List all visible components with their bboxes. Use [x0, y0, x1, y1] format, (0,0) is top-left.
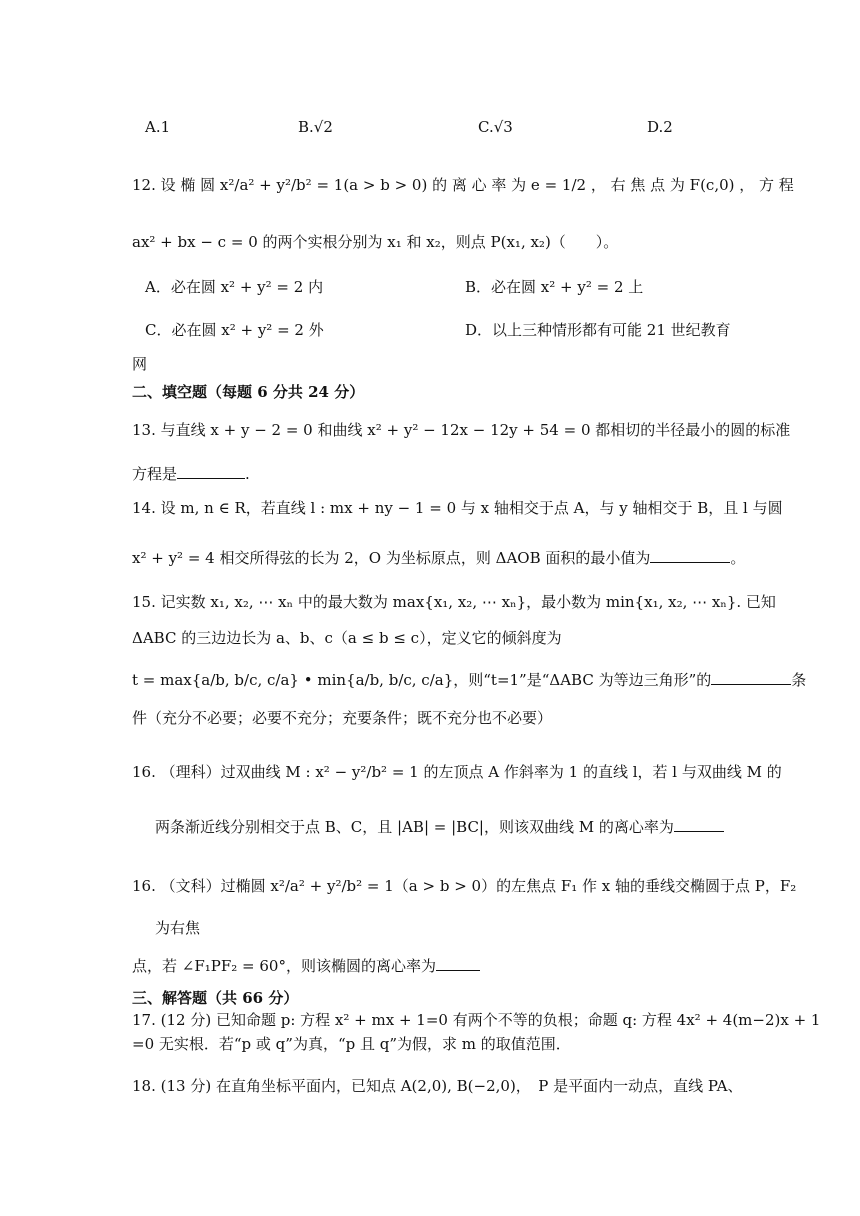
q12-line-1: 12. 设 椭 圆 x²/a² + y²/b² = 1(a > b > 0) 的 离 心 率 为 e = 1/2 ， 右 焦 点 为 F(c,0) ， 方 程: [132, 176, 794, 194]
q18-line-1: 18. (13 分) 在直角坐标平面内，已知点 A(2,0), B(−2,0)， P 是平面内一动点，直线 PA、: [132, 1077, 743, 1095]
q13-stem: 方程是: [132, 465, 178, 483]
q12-option-c: C．必在圆 x² + y² = 2 外: [145, 321, 324, 339]
q17-line-1: 17. (12 分) 已知命题 p: 方程 x² + mx + 1=0 有两个不等的负根；命题 q: 方程 4x² + 4(m−2)x + 1: [132, 1011, 821, 1029]
q15-line-2: ΔABC 的三边边长为 a、b、c（a ≤ b ≤ c），定义它的倾斜度为: [132, 629, 562, 647]
q16-arts-line-1: 16. （文科）过椭圆 x²/a² + y²/b² = 1（a > b > 0）的左焦点 F₁ 作 x 轴的垂线交椭圆于点 P，F₂: [132, 877, 797, 895]
q12-option-d: D．以上三种情形都有可能 21 世纪教育: [465, 321, 731, 339]
q13-answer-blank[interactable]: [177, 462, 245, 479]
section-heading-solutions: 三、解答题（共 66 分）: [132, 989, 299, 1007]
q16-arts-line-2: 为右焦: [155, 919, 201, 937]
q15-answer-blank[interactable]: [711, 668, 791, 685]
q14-end-mark: 。: [730, 549, 746, 567]
q15-line-4: 件（充分不必要；必要不充分；充要条件；既不充分也不必要）: [132, 709, 553, 727]
q15-line-3: [132, 668, 806, 690]
q12-option-d-continued: 网: [132, 355, 148, 373]
q12-option-a: A．必在圆 x² + y² = 2 内: [145, 278, 324, 296]
q11-option-a: A.1: [145, 118, 171, 136]
q11-option-c: C.√3: [478, 118, 513, 136]
q11-option-b: B.√2: [298, 118, 333, 136]
q15-stem: t = max{a/b, b/c, c/a} • min{a/b, b/c, c/a}，则“t=1”是“ΔABC 为等边三角形”的: [132, 671, 712, 689]
q14-line-2: [132, 546, 745, 568]
q16-science-stem: 两条渐近线分别相交于点 B、C，且 |AB| = |BC|，则该双曲线 M 的离心率为: [155, 818, 674, 836]
q11-option-d: D.2: [647, 118, 673, 136]
q17-line-2: =0 无实根．若“p 或 q”为真，“p 且 q”为假，求 m 的取值范围．: [132, 1035, 571, 1053]
q16-arts-line-3: [132, 954, 480, 976]
q14-stem: x² + y² = 4 相交所得弦的长为 2，O 为坐标原点，则 ΔAOB 面积的最小值为: [132, 549, 651, 567]
section-heading-fill-in: 二、填空题（每题 6 分共 24 分）: [132, 383, 365, 401]
q13-line-1: 13. 与直线 x + y − 2 = 0 和曲线 x² + y² − 12x − 12y + 54 = 0 都相切的半径最小的圆的标准: [132, 421, 791, 439]
q16-science-answer-blank[interactable]: [674, 815, 724, 832]
q15-end-mark: 条: [791, 671, 807, 689]
q15-line-1: 15. 记实数 x₁, x₂, ⋯ xₙ 中的最大数为 max{x₁, x₂, ⋯ xₙ}，最小数为 min{x₁, x₂, ⋯ xₙ}. 已知: [132, 593, 776, 611]
q14-line-1: 14. 设 m, n ∈ R，若直线 l : mx + ny − 1 = 0 与 x 轴相交于点 A，与 y 轴相交于 B，且 l 与圆: [132, 499, 783, 517]
q16-arts-answer-blank[interactable]: [436, 954, 480, 971]
q16-science-line-1: 16. （理科）过双曲线 M : x² − y²/b² = 1 的左顶点 A 作斜率为 1 的直线 l，若 l 与双曲线 M 的: [132, 763, 782, 781]
q12-option-b: B．必在圆 x² + y² = 2 上: [465, 278, 644, 296]
q14-answer-blank[interactable]: [650, 546, 730, 563]
q16-science-line-2: [155, 815, 724, 837]
q16-arts-stem: 点，若 ∠F₁PF₂ = 60°，则该椭圆的离心率为: [132, 957, 436, 975]
q12-line-2: ax² + bx − c = 0 的两个实根分别为 x₁ 和 x₂，则点 P(x₁, x₂)（ ）。: [132, 233, 619, 251]
q13-line-2: 方程是 .: [132, 462, 250, 484]
